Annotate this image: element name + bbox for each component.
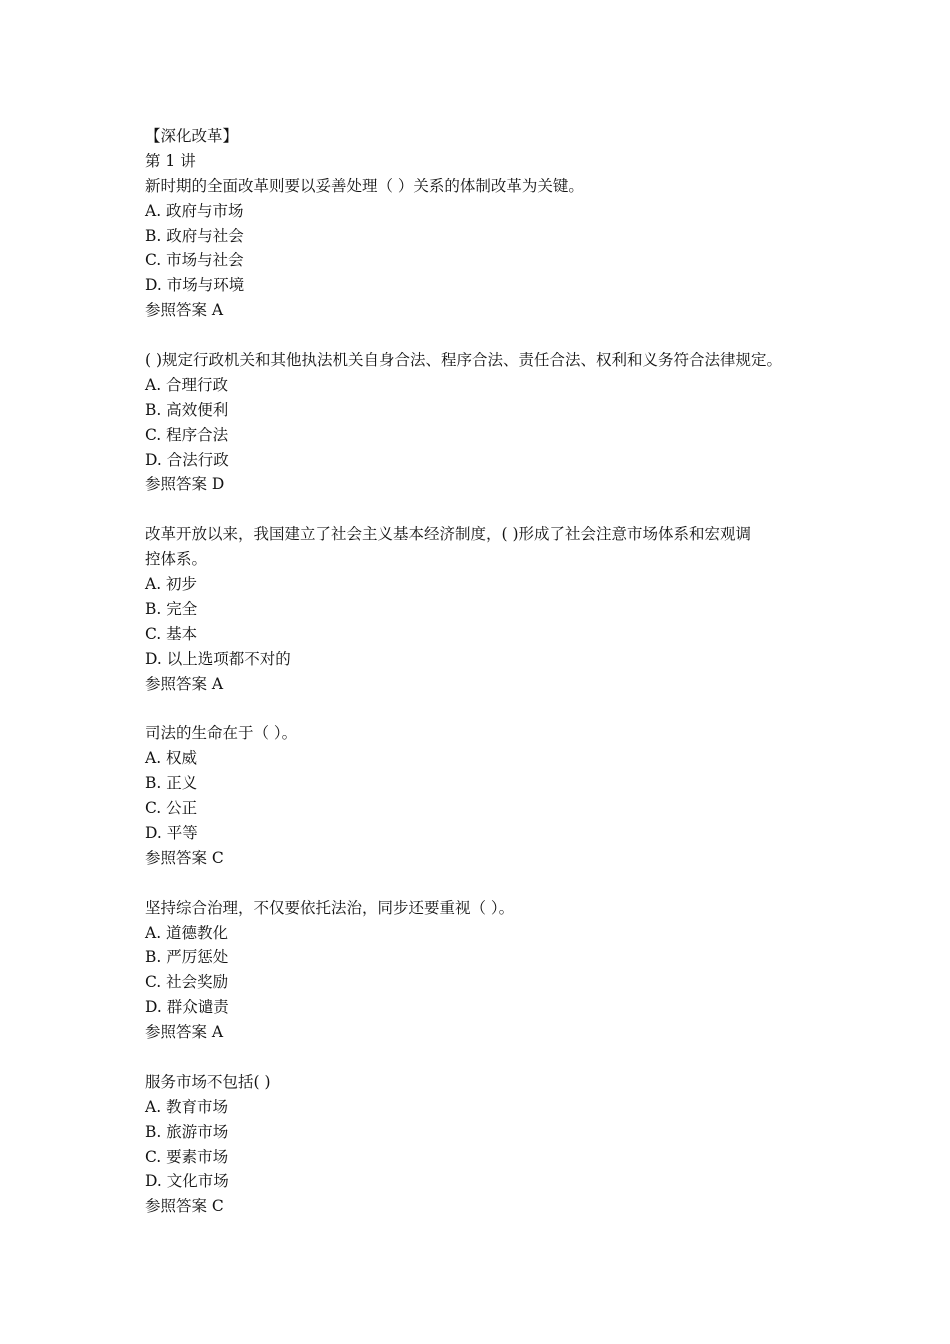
option-b: B. 严厉惩处 — [145, 948, 229, 967]
option-d: D. 群众谴责 — [145, 998, 229, 1017]
blank-line — [145, 323, 845, 348]
question-block — [145, 1070, 845, 1219]
option-d: D. 市场与环境 — [145, 276, 245, 295]
option-c: C. 公正 — [145, 799, 198, 818]
document-page — [145, 124, 845, 1219]
option-d: D. 平等 — [145, 823, 198, 842]
option-c: C. 基本 — [145, 624, 198, 643]
option-d: D. 合法行政 — [145, 450, 229, 469]
question-block — [145, 522, 845, 696]
question-stem: 司法的生命在于（ ）。 — [145, 724, 298, 743]
blank-line — [145, 497, 845, 522]
section-title: 【深化改革】 — [145, 127, 239, 145]
option-c: C. 社会奖励 — [145, 973, 229, 992]
reference-answer: 参照答案 A — [145, 674, 224, 693]
reference-answer: 参照答案 C — [145, 1197, 224, 1216]
option-c: C. 要素市场 — [145, 1147, 229, 1166]
option-b: B. 完全 — [145, 599, 198, 618]
option-b: B. 政府与社会 — [145, 226, 244, 245]
option-a: A. 合理行政 — [145, 375, 229, 394]
option-a: A. 教育市场 — [145, 1097, 229, 1116]
question-block — [145, 174, 845, 323]
option-c: C. 市场与社会 — [145, 251, 244, 270]
question-stem: ( )规定行政机关和其他执法机关自身合法、程序合法、责任合法、权利和义务符合法律规定。 — [145, 351, 783, 370]
lecture-label: 第 1 讲 — [145, 151, 196, 170]
option-c: C. 程序合法 — [145, 425, 229, 444]
option-d: D. 以上选项都不对的 — [145, 649, 291, 668]
question-stem: 坚持综合治理，不仅要依托法治，同步还要重视（ ）。 — [145, 898, 515, 917]
reference-answer: 参照答案 A — [145, 301, 224, 320]
question-stem-line-2: 控体系。 — [145, 550, 208, 569]
option-b: B. 正义 — [145, 774, 198, 793]
reference-answer: 参照答案 D — [145, 475, 225, 494]
blank-line — [145, 1045, 845, 1070]
reference-answer: 参照答案 C — [145, 848, 224, 867]
option-d: D. 文化市场 — [145, 1172, 229, 1191]
option-a: A. 政府与市场 — [145, 201, 244, 220]
question-stem: 新时期的全面改革则要以妥善处理（ ）关系的体制改革为关键。 — [145, 176, 584, 195]
option-a: A. 初步 — [145, 575, 198, 594]
option-a: A. 道德教化 — [145, 923, 229, 942]
question-block — [145, 348, 845, 497]
blank-line — [145, 871, 845, 896]
option-b: B. 旅游市场 — [145, 1122, 229, 1141]
option-a: A. 权威 — [145, 749, 198, 768]
reference-answer: 参照答案 A — [145, 1023, 224, 1042]
blank-line — [145, 696, 845, 721]
question-block — [145, 896, 845, 1045]
question-stem-line-1: 改革开放以来，我国建立了社会主义基本经济制度，( )形成了社会注意市场体系和宏观调 — [145, 525, 752, 544]
option-b: B. 高效便利 — [145, 400, 229, 419]
question-stem: 服务市场不包括( ) — [145, 1072, 271, 1091]
question-block — [145, 721, 845, 870]
